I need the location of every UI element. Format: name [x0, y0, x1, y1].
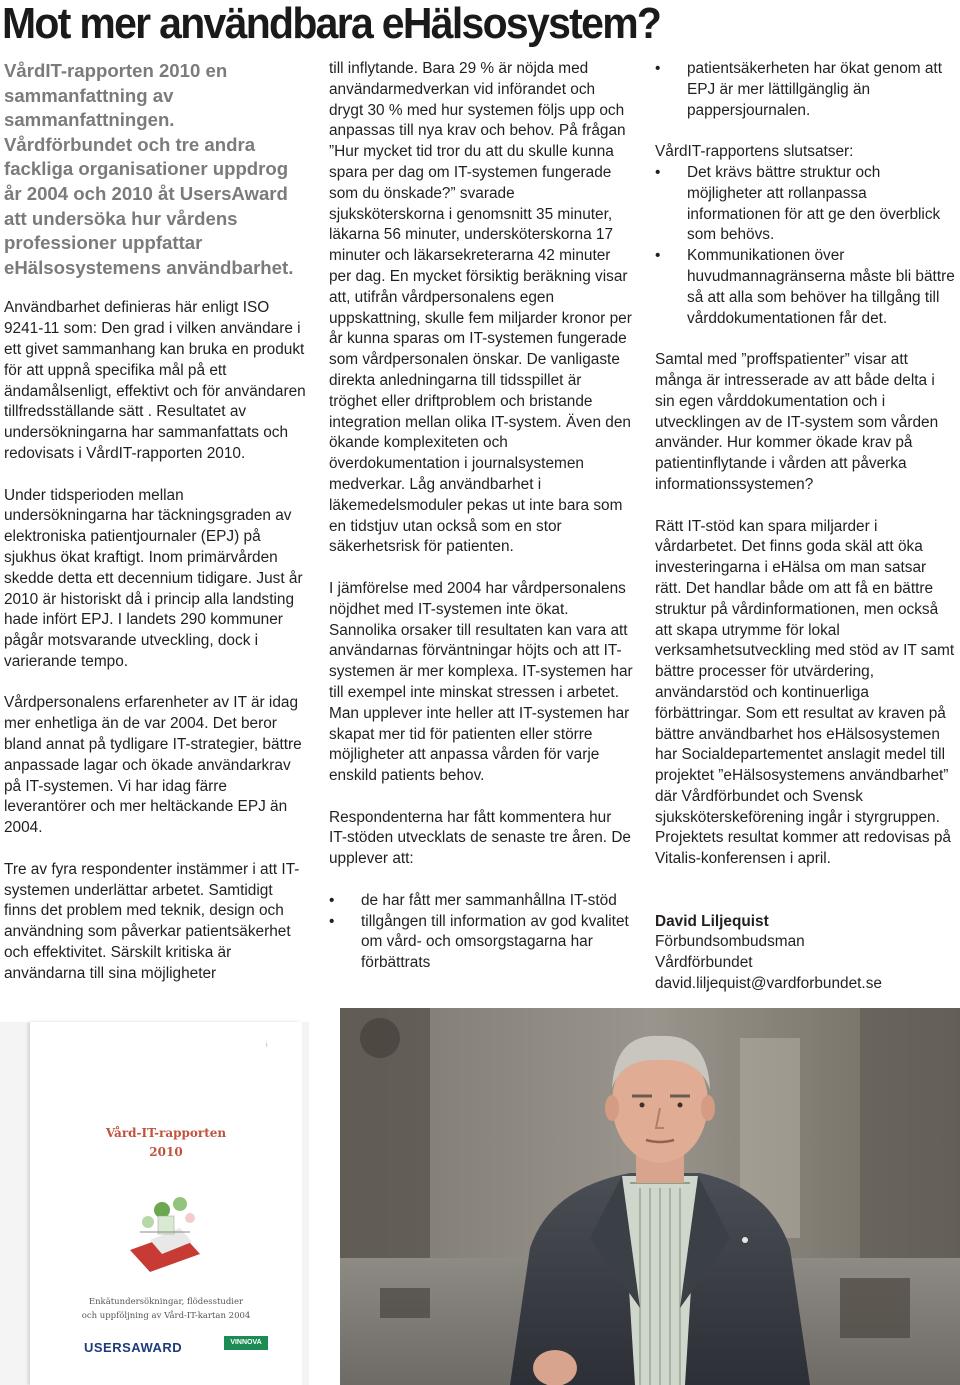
report-cover-page	[30, 1022, 302, 1385]
paragraph: Under tidsperioden mellan undersökningarna har täckningsgraden av elektroniska patientjournaler (EPJ) på sjukhus ökat kraftigt. Inom primärvården skedde detta ett decennium tidigare. Just år 2010 är historiskt då i princip alla landsting hade infört EPJ. I landets 290 kommuner pågår motsvarande utveckling, dock i varierande tempo.	[4, 486, 303, 670]
bullet-list	[655, 163, 955, 329]
usersaward-logo: USERSAWARD	[84, 1340, 183, 1355]
report-illustration	[30, 1022, 302, 1385]
signature	[655, 912, 955, 995]
column-2	[329, 59, 633, 974]
bullet-list	[655, 59, 955, 121]
intro-text: VårdIT-rapporten 2010 en sammanfattning av sammanfattningen. Vårdförbundet och tre andra fackliga organisationer uppdrog år 2004 och 2010 åt UsersAward att undersöka hur vårdens professioner uppfattar eHälsosystemens användbarhet.	[4, 60, 294, 278]
list-item: • Kommunikationen över huvudmannagränserna måste bli bättre så att alla som behöver ha tillgång till vårddokumentationen får det.	[655, 246, 955, 329]
page-mark: i	[266, 1042, 268, 1049]
author-org: Vårdförbundet	[655, 954, 753, 972]
column-1	[4, 59, 306, 985]
paragraph: Vårdpersonalens erfarenheter av IT är idag mer enhetliga än de var 2004. Det beror bland annat på tydligare IT-strategier, bättre anpassade lagar och ökade användarkrav på IT-systemen. Vi har idag färre leverantörer och mer heltäckande EPJ än 2004.	[4, 694, 302, 837]
list-item: • tillgången till information av god kvalitet om vård- och omsorgstagarna har förbättrats	[329, 912, 633, 974]
author-name: David Liljequist	[655, 912, 769, 930]
paragraph: Användbarhet definieras här enligt ISO 9241-11 som: Den grad i vilken användare i ett givet sammanhang kan bruka en produkt för att uppnå specifika mål på ett ändamålsenligt, effektivt och för användaren tillfredsställande sätt . Resultatet av undersökningarna har sammanfattats och redovisats i VårdIT-rapporten 2010.	[4, 299, 306, 462]
column-3	[655, 59, 955, 995]
list-item: • Det krävs bättre struktur och möjligheter att rollanpassa informationen för att ge den överblick som behövs.	[655, 163, 955, 246]
author-role: Förbundsombudsman	[655, 933, 805, 951]
conclusions-label: VårdIT-rapportens slutsatser:	[655, 143, 854, 161]
vinnova-logo: VINNOVA	[224, 1336, 268, 1350]
paragraph: Samtal med ”proffspatienter” visar att många är intresserade av att både delta i sin egen vårddokumentation och i utvecklingen av de IT-system som vården använder. Hur kommer ökade krav på patientinflytande i vården att påverka informationssystemen?	[655, 351, 939, 493]
headline: Mot mer användbara eHälsosystem?	[2, 0, 661, 48]
portrait-photo	[340, 1008, 960, 1385]
report-title-line: Vård-IT-rapporten	[105, 1126, 227, 1140]
paragraph: till inflytande. Bara 29 % är nöjda med användarmedverkan vid införandet och drygt 30 % med hur systemen följs upp och anpassas till nya krav och behov. På frågan ”Hur mycket tid tror du att du skulle kunna spara per dag om IT-systemen fungerade som du önskade?” svarade sjuksköterskorna i genomsnitt 35 minuter, läkarna 56 minuter, undersköterskorna 17 minuter och läkarsekreterarna 42 minuter per dag. En mycket försiktig beräkning visar att, utifrån vårdpersonalens egen uppskattning, skulle fem miljarder kronor per år kunna sparas om IT-systemen fungerade som vårdpersonalen önskar. De vanligaste direkta anledningarna till tidsspillet är tröghet eller driftproblem och bristande integration mellan olika IT-system. Även den ökande komplexiteten och överdokumentation i journalsystemen medverkar. Låg användbarhet i läkemedelsmoduler pekas ut inte bara som en tidstjuv utan också som en stor säkerhetsrisk för patienten.	[329, 60, 632, 556]
report-cover-image	[0, 1022, 309, 1385]
bullet-list	[329, 891, 633, 974]
paragraph: I jämförelse med 2004 har vårdpersonalens nöjdhet med IT-systemen inte ökat. Sannolika orsaker till resultaten kan vara att användarnas förväntningar höjts och att IT-systemen är mer komplexa. IT-systemen har till exempel inte minskat stressen i arbetet. Man upplever inte heller att IT-systemen har skapat mer tid för patienten eller större möjligheter att anpassa vården för varje enskild patients behov.	[329, 579, 633, 785]
portrait-illustration	[340, 1008, 960, 1385]
list-item: • patientsäkerheten har ökat genom att EPJ är mer lättillgänglig än pappersjournalen.	[655, 59, 955, 121]
list-item: • de har fått mer sammanhållna IT-stöd	[329, 891, 633, 912]
report-subtitle-line: Enkätundersökningar, flödesstudier	[88, 1297, 244, 1307]
report-subtitle-line: och uppföljning av Vård-IT-kartan 2004	[81, 1311, 251, 1321]
paragraph: Tre av fyra respondenter instämmer i att IT-systemen underlättar arbetet. Samtidigt finns det problem med teknik, design och användning som påverkar patientsäkerhet och effektivitet. Särskilt kritiska är användarna till sina möjligheter	[4, 860, 300, 982]
author-email[interactable]: david.liljequist@vardforbundet.se	[655, 975, 882, 993]
report-subtitle	[30, 1295, 302, 1323]
paragraph: Rätt IT-stöd kan spara miljarder i vårdarbetet. Det finns goda skäl att öka investeringarna i eHälsa om man satsar rätt. Det handlar både om att få en bättre struktur på vårdinformationen, men också att skapa utrymme för lokal verksamhetsutveckling med stöd av IT samt bättre processer för utvärdering, användarstöd och kontinuerliga förbättringar. Som ett resultat av kraven på bättre användbarhet hos eHälsosystemen har Socialdepartementet anslagit medel till projektet ”eHälsosystemens användbarhet” där Vårdförbundet och Svensk sjuksköterskeförening ingår i styrgruppen. Projektets resultat kommer att redovisas på Vitalis-konferensen i april.	[655, 517, 955, 868]
paragraph: Respondenterna har fått kommentera hur IT-stöden utvecklats de senaste tre åren. De upplever att:	[329, 808, 631, 868]
report-title-year: 2010	[149, 1145, 183, 1159]
